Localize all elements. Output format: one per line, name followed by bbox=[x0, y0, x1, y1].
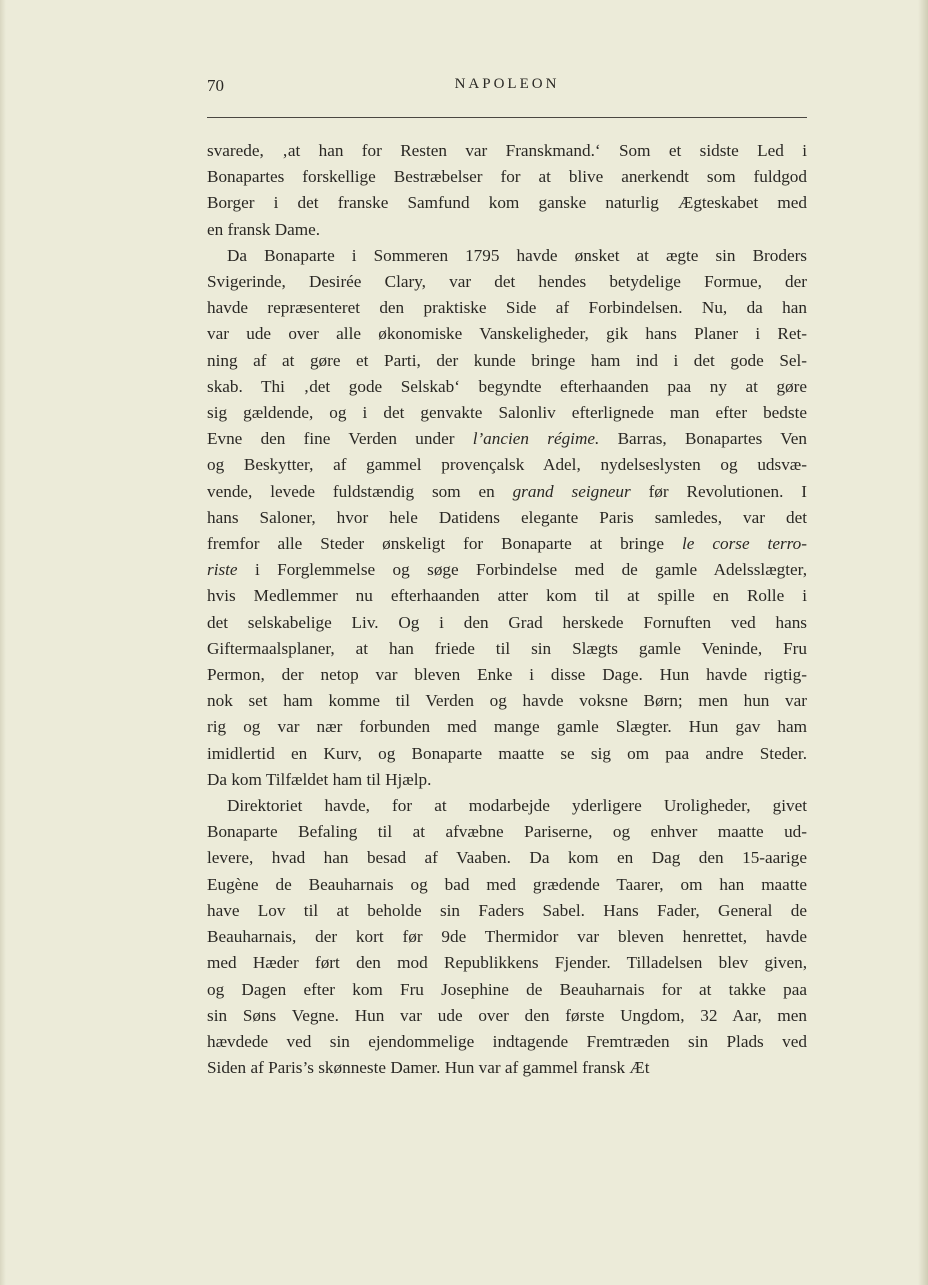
text-line bbox=[207, 1055, 807, 1081]
text-run: Permon, der netop var bleven Enke i disse Dage. Hun havde rigtig- bbox=[207, 665, 807, 685]
text-line bbox=[207, 741, 807, 767]
text-line bbox=[207, 898, 807, 924]
text-run: var ude over alle økonomiske Vanskeligheder, gik hans Planer i Ret- bbox=[207, 324, 807, 344]
text-run: Barras, Bonapartes Ven bbox=[599, 429, 807, 449]
text-run: Da Bonaparte i Sommeren 1795 havde ønsket at ægte sin Broders bbox=[227, 245, 807, 265]
text-line bbox=[207, 505, 807, 531]
text-line bbox=[207, 243, 807, 269]
text-line bbox=[207, 190, 807, 216]
text-run: og Dagen efter kom Fru Josephine de Beauharnais for at takke paa bbox=[207, 979, 807, 999]
text-run: Borger i det franske Samfund kom ganske naturlig Ægteskabet med bbox=[207, 193, 807, 213]
text-run: Siden af Paris’s skønneste Damer. Hun var af gammel fransk Æt bbox=[207, 1058, 650, 1078]
text-run: hævdede ved sin ejendommelige indtagende Fremtræden sin Plads ved bbox=[207, 1031, 807, 1051]
text-line bbox=[207, 217, 807, 243]
text-line bbox=[207, 793, 807, 819]
italic-phrase: grand seigneur bbox=[512, 481, 631, 501]
text-run: havde repræsenteret den praktiske Side af Forbindelsen. Nu, da han bbox=[207, 298, 807, 318]
text-run: Giftermaalsplaner, at han friede til sin Slægts gamle Veninde, Fru bbox=[207, 638, 807, 658]
text-line bbox=[207, 977, 807, 1003]
page-edge-left bbox=[0, 0, 6, 1285]
text-line bbox=[207, 872, 807, 898]
text-run: Evne den fine Verden under bbox=[207, 429, 473, 449]
text-line bbox=[207, 138, 807, 164]
text-line bbox=[207, 688, 807, 714]
header-rule bbox=[207, 117, 807, 118]
text-line bbox=[207, 610, 807, 636]
text-line bbox=[207, 767, 807, 793]
paragraph bbox=[207, 243, 807, 793]
text-run: før Revolutionen. I bbox=[630, 481, 807, 501]
text-line bbox=[207, 400, 807, 426]
text-line bbox=[207, 531, 807, 557]
text-line bbox=[207, 164, 807, 190]
text-run: Svigerinde, Desirée Clary, var det hendes betydelige Formue, der bbox=[207, 272, 807, 292]
text-run: en fransk Dame. bbox=[207, 219, 321, 239]
text-run: det selskabelige Liv. Og i den Grad herskede Fornuften ved hans bbox=[207, 612, 807, 632]
text-line bbox=[207, 636, 807, 662]
text-line bbox=[207, 479, 807, 505]
page-edge-right bbox=[918, 0, 928, 1285]
text-line bbox=[207, 714, 807, 740]
paragraph bbox=[207, 793, 807, 1081]
text-run: rig og var nær forbunden med mange gamle Slægter. Hun gav ham bbox=[207, 717, 807, 737]
text-run: i Forglemmelse og søge Forbindelse med de gamle Adelsslægter, bbox=[237, 560, 807, 580]
text-run: Da kom Tilfældet ham til Hjælp. bbox=[207, 769, 432, 789]
text-line bbox=[207, 348, 807, 374]
text-run: hans Saloner, hvor hele Datidens elegante Paris samledes, var det bbox=[207, 507, 807, 527]
text-line bbox=[207, 924, 807, 950]
text-run: fremfor alle Steder ønskeligt for Bonaparte at bringe bbox=[207, 534, 682, 554]
paragraph bbox=[207, 138, 807, 243]
text-run: sig gældende, og i det genvakte Salonliv efterlignede man efter bedste bbox=[207, 403, 807, 423]
text-run: Bonapartes forskellige Bestræbelser for at blive anerkendt som fuldgod bbox=[207, 167, 807, 187]
text-line bbox=[207, 662, 807, 688]
page-number: 70 bbox=[207, 76, 224, 95]
text-line bbox=[207, 269, 807, 295]
text-run: og Beskytter, af gammel provençalsk Adel, nydelseslysten og udsvæ- bbox=[207, 455, 807, 475]
text-run: have Lov til at beholde sin Faders Sabel. Hans Fader, General de bbox=[207, 900, 807, 920]
body-text bbox=[207, 138, 807, 1081]
running-title: NAPOLEON bbox=[454, 76, 560, 92]
italic-phrase: riste bbox=[207, 560, 238, 580]
italic-phrase: l’ancien régime. bbox=[472, 429, 600, 449]
text-run: Direktoriet havde, for at modarbejde yderligere Uroligheder, givet bbox=[227, 796, 807, 816]
text-run: med Hæder ført den mod Republikkens Fjender. Tilladelsen blev given, bbox=[207, 953, 807, 973]
text-line bbox=[207, 1029, 807, 1055]
text-run: hvis Medlemmer nu efterhaanden atter kom til at spille en Rolle i bbox=[207, 586, 807, 606]
text-run: svarede, ‚at han for Resten var Franskmand.‘ Som et sidste Led i bbox=[207, 141, 807, 160]
text-run: Beauharnais, der kort før 9de Thermidor var bleven henrettet, havde bbox=[207, 927, 807, 947]
text-run: vende, levede fuldstændig som en bbox=[207, 481, 513, 501]
text-line bbox=[207, 845, 807, 871]
text-run: nok set ham komme til Verden og havde voksne Børn; men hun var bbox=[207, 691, 807, 711]
text-line bbox=[207, 583, 807, 609]
text-run: sin Søns Vegne. Hun var ude over den første Ungdom, 32 Aar, men bbox=[207, 1005, 807, 1025]
running-head bbox=[207, 74, 807, 102]
text-run: levere, hvad han besad af Vaaben. Da kom en Dag den 15-aarige bbox=[207, 848, 807, 868]
italic-phrase: le corse terro- bbox=[681, 534, 807, 554]
text-line bbox=[207, 950, 807, 976]
text-line bbox=[207, 295, 807, 321]
text-line bbox=[207, 426, 807, 452]
text-line bbox=[207, 374, 807, 400]
text-run: Bonaparte Befaling til at afvæbne Pariserne, og enhver maatte ud- bbox=[207, 822, 807, 842]
text-line bbox=[207, 557, 807, 583]
text-run: skab. Thi ‚det gode Selskab‘ begyndte efterhaanden paa ny at gøre bbox=[207, 376, 807, 396]
text-run: ning af at gøre et Parti, der kunde bringe ham ind i det gode Sel- bbox=[207, 350, 807, 370]
text-line bbox=[207, 1003, 807, 1029]
text-line bbox=[207, 452, 807, 478]
text-run: imidlertid en Kurv, og Bonaparte maatte se sig om paa andre Steder. bbox=[207, 743, 807, 763]
text-line bbox=[207, 321, 807, 347]
text-run: Eugène de Beauharnais og bad med grædende Taarer, om han maatte bbox=[207, 874, 807, 894]
text-line bbox=[207, 819, 807, 845]
